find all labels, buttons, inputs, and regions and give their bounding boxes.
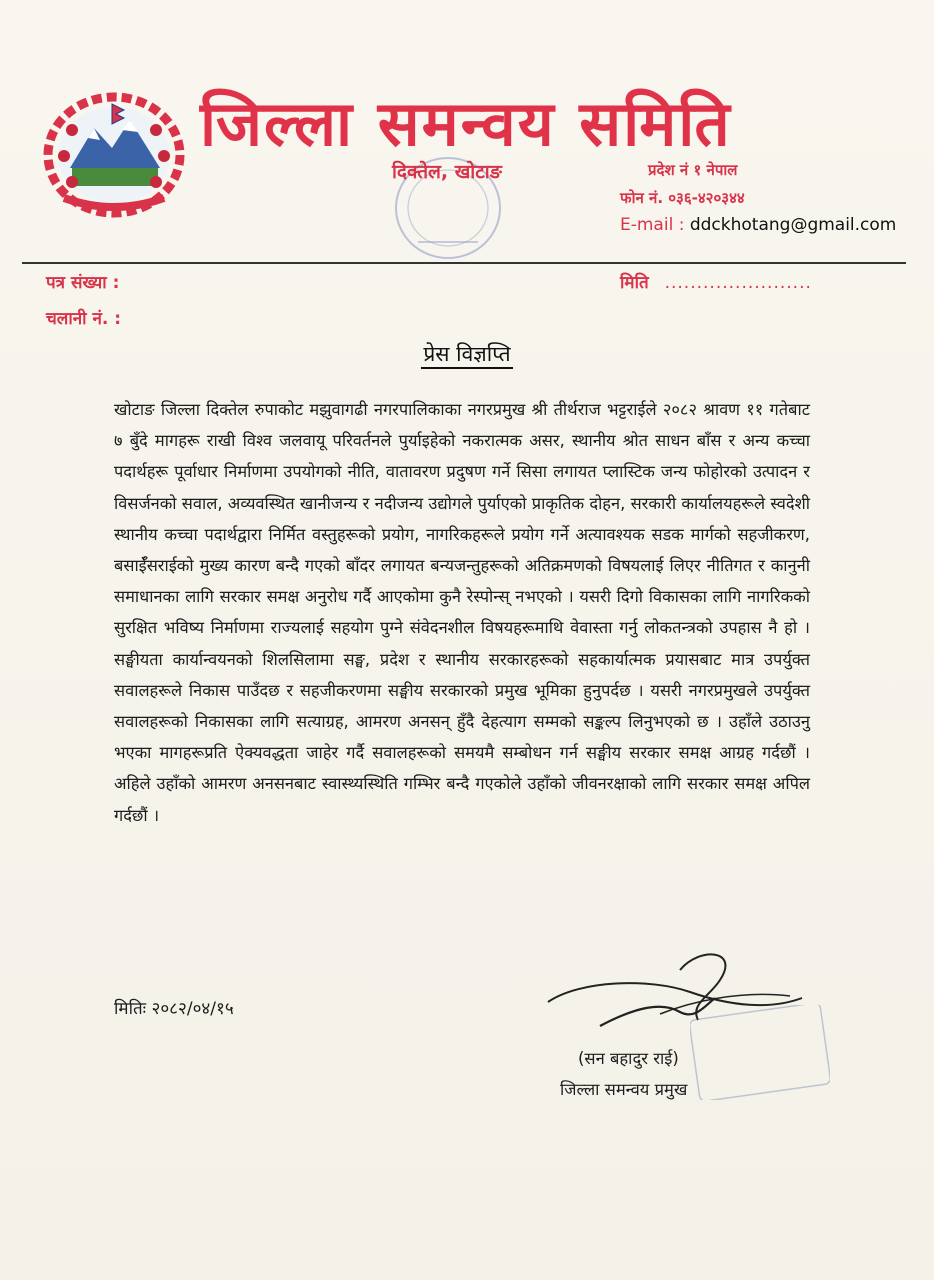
email-line	[620, 215, 896, 235]
date-blank: .......................	[664, 273, 812, 293]
header-divider	[22, 262, 906, 264]
date-field	[620, 270, 812, 293]
office-location: दिक्तेल, खोटाङ	[392, 161, 502, 183]
province-label: प्रदेश नं १ नेपाल	[648, 161, 738, 179]
nepal-emblem-logo	[42, 90, 187, 220]
press-release-body: खोटाङ जिल्ला दिक्तेल रुपाकोट मझुवागढी नगरपालिकाका नगरप्रमुख श्री तीर्थराज भट्टराईले २०८२ श्रावण ११ गतेबाट ७ बुँदे मागहरू राखी विश्व जलवायू परिवर्तनले पुर्याइहेको नकरात्मक असर, स्थानीय श्रोत साधन बाँस र अन्य कच्चा पदार्थहरू पूर्वाधार निर्माणमा उपयोगको नीति, वातावरण प्रदुषण गर्ने सिसा लगायत प्लास्टिक जन्य फोहोरको उत्पादन र विसर्जनको सवाल, अव्यवस्थित खानीजन्य र नदीजन्य उद्योगले पुर्याएको प्राकृतिक दोहन, सरकारी कार्यालयहरूले स्वदेशी स्थानीय कच्चा पदार्थद्वारा निर्मित वस्तुहरूको प्रयोग, नागरिकहरूले प्रयोग गर्ने अत्यावश्यक सडक मार्गको सहजीकरण, बसाईँसराईको मुख्य कारण बन्दै गएको बाँदर लगायत बन्यजन्तुहरूको अतिक्रमणको विषयलाई लिएर नीतिगत र कानुनी समाधानका लागि सरकार समक्ष अनुरोध गर्दै आएकोमा कुनै रेस्पोन्स् नभएको । यसरी दिगो विकासका लागि नागरिकको सुरक्षित भविष्य निर्माणमा राज्यलाई सहयोग पुग्ने संवेदनशील विषयहरूमाथि वेवास्ता गर्नु लोकतन्त्रको उपहास नै हो । सङ्घीयता कार्यान्वयनको शिलसिलामा सङ्घ, प्रदेश र स्थानीय सरकारहरूको सहकार्यात्मक प्रयासबाट मात्र उपर्युक्त सवालहरूले निकास पाउँदछ र सहजीकरणमा सङ्घीय सरकारको प्रमुख भूमिका हुनुपर्दछ । यसरी नगरप्रमुखले उपर्युक्त सवालहरूको निकासका लागि सत्याग्रह, आमरण अनसन् हुँदै देहत्याग सम्मको सङ्कल्प लिनुभएको छ । उहाँले उठाउनु भएका मागहरूप्रति ऐक्यवद्धता जाहेर गर्दै सवालहरूको समयमै सम्बोधन गर्न सङ्घीय सरकार समक्ष आग्रह गर्दछौं । अहिले उहाँको आमरण अनसनबाट स्वास्थ्यस्थिति गम्भिर बन्दै गएकोले उहाँको जीवनरक्षाको लागि सरकार समक्ष अपिल गर्दछौं ।	[114, 400, 810, 825]
signatory-title: जिल्ला समन्वय प्रमुख	[560, 1080, 688, 1099]
dispatch-number-label: चलानी नं. :	[46, 309, 122, 329]
document-title-text: प्रेस विज्ञप्ति	[421, 342, 512, 369]
office-name-heading: जिल्ला समन्वय समिति	[200, 87, 732, 160]
phone-number: फोन नं. ०३६-४२०३४४	[620, 189, 745, 207]
date-label: मिति	[620, 273, 649, 293]
document-title	[0, 340, 934, 368]
signatory-seal-stamp	[690, 1005, 830, 1100]
issue-date: मितिः २०८२/०४/१५	[114, 999, 234, 1019]
letter-number-label: पत्र संख्या :	[46, 273, 120, 293]
signatory-name: (सन बहादुर राई)	[578, 1049, 679, 1068]
email-label: E-mail :	[620, 215, 685, 235]
email-address[interactable]: ddckhotang@gmail.com	[689, 215, 897, 235]
